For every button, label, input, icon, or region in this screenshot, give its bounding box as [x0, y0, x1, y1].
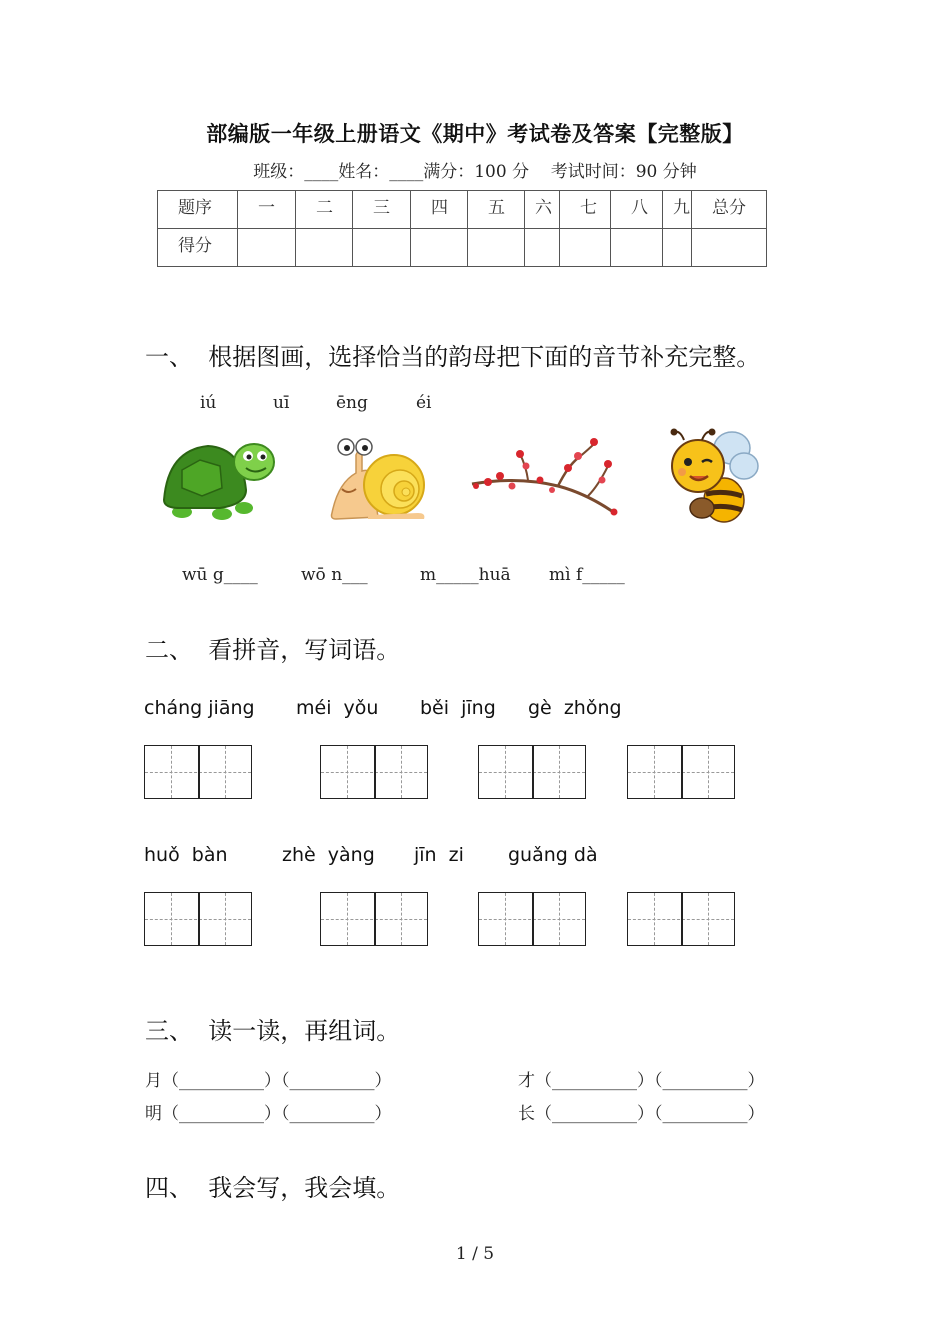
blank-snail[interactable]: wō n___	[301, 565, 368, 585]
word-item[interactable]: 才（__________）（__________）	[518, 1071, 765, 1091]
section-2-heading: 二、 看拼音，写词语。	[145, 636, 401, 664]
score-cell[interactable]	[468, 229, 525, 267]
section-1-heading: 一、 根据图画，选择恰当的韵母把下面的音节补充完整。	[145, 343, 761, 371]
score-cell[interactable]	[525, 229, 560, 267]
snail-image	[328, 433, 428, 523]
score-cell[interactable]	[296, 229, 353, 267]
option-1: iú	[200, 393, 217, 413]
option-3: ēng	[336, 393, 368, 413]
word-item[interactable]: 明（__________）（__________）	[145, 1104, 392, 1124]
page-number: 1 / 5	[455, 1244, 495, 1264]
writing-grid[interactable]	[320, 745, 428, 799]
table-cell: 总分	[692, 191, 767, 229]
pinyin-1: cháng jiāng	[144, 697, 255, 719]
writing-grid[interactable]	[627, 892, 735, 946]
writing-grid[interactable]	[144, 892, 252, 946]
table-cell: 六	[525, 191, 560, 229]
score-cell[interactable]	[663, 229, 692, 267]
page-title: 部编版一年级上册语文《期中》考试卷及答案【完整版】	[206, 121, 744, 146]
word-item[interactable]: 月（__________）（__________）	[145, 1071, 392, 1091]
pinyin-2: méi yǒu	[296, 697, 379, 719]
pinyin-6: zhè yàng	[282, 844, 375, 866]
table-cell: 五	[468, 191, 525, 229]
section-3-heading: 三、 读一读，再组词。	[145, 1017, 401, 1045]
bee-image	[662, 426, 762, 530]
table-cell: 二	[296, 191, 353, 229]
option-4: éi	[416, 393, 432, 413]
table-cell: 题序	[158, 191, 238, 229]
writing-grid[interactable]	[144, 745, 252, 799]
word-item[interactable]: 长（__________）（__________）	[518, 1104, 765, 1124]
score-table	[157, 190, 767, 267]
score-cell[interactable]	[560, 229, 611, 267]
table-cell: 八	[611, 191, 663, 229]
score-cell[interactable]	[353, 229, 411, 267]
writing-grid[interactable]	[478, 892, 586, 946]
table-cell: 得分	[158, 229, 238, 267]
pinyin-5: huǒ bàn	[144, 844, 228, 866]
blank-turtle[interactable]: wū g____	[182, 565, 258, 585]
table-cell: 七	[560, 191, 611, 229]
pinyin-8: guǎng dà	[508, 844, 598, 866]
writing-grid[interactable]	[320, 892, 428, 946]
pinyin-4: gè zhǒng	[528, 697, 622, 719]
blank-bee[interactable]: mì f_____	[549, 565, 625, 585]
plum-blossom-image	[468, 436, 623, 521]
table-row	[158, 191, 767, 229]
turtle-image	[160, 430, 280, 525]
pinyin-7: jīn zi	[414, 844, 464, 866]
section-4-heading: 四、 我会写，我会填。	[145, 1174, 401, 1202]
table-row	[158, 229, 767, 267]
score-cell[interactable]	[238, 229, 296, 267]
score-cell[interactable]	[411, 229, 468, 267]
option-2: uī	[273, 393, 290, 413]
table-cell: 四	[411, 191, 468, 229]
score-cell[interactable]	[692, 229, 767, 267]
table-cell: 一	[238, 191, 296, 229]
table-cell: 三	[353, 191, 411, 229]
score-cell[interactable]	[611, 229, 663, 267]
exam-info: 班级：____姓名：____满分：100 分 考试时间：90 分钟	[253, 162, 697, 182]
blank-plum[interactable]: m_____huā	[420, 565, 511, 585]
table-cell: 九	[663, 191, 692, 229]
writing-grid[interactable]	[627, 745, 735, 799]
pinyin-3: běi jīng	[420, 697, 496, 719]
writing-grid[interactable]	[478, 745, 586, 799]
